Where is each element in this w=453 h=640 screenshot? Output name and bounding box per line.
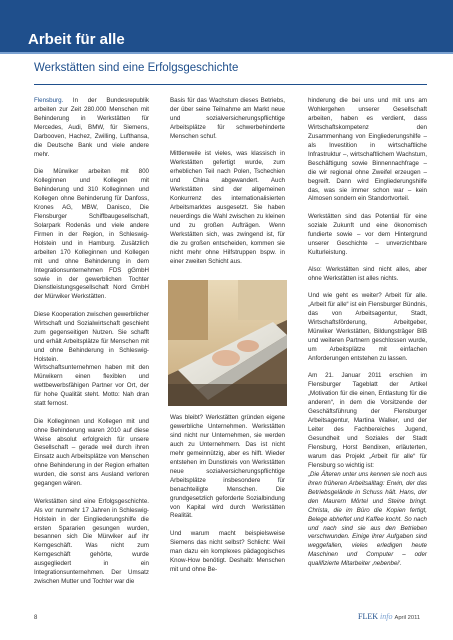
paragraph: Und warum macht beispielsweise Siemens das nicht selbst? Schlicht: Weil man dazu ein komplexes pädagogisches Know-How benötigt. Deshalb: Menschen mit und ohne Be- xyxy=(170,529,285,573)
paragraph: Mittlerweile ist vieles, was klassisch in Werkstätten gefertigt wurde, zum erheblichen Teil nach Polen, Tschechien und China abgewandert. Auch Werkstätten sind der allgemeinen Konkurrenz des internationalisierten Arbeitsmarktes ausgesetzt. Sie haben neuerdings die Wahl zwischen zu kleinen und zu großen Aufträgen. Wenn Werkstätten sich, was zwingend ist, für die zu großen entscheiden, kommen sie nicht mehr ohne Hilfstruppen bspw. in einer zweiten Schicht aus. xyxy=(170,150,285,265)
article-column-1 xyxy=(34,97,149,596)
page-title: Arbeit für alle xyxy=(28,31,125,48)
banner-divider xyxy=(0,52,453,54)
paragraph: Und wie geht es weiter? Arbeit für alle. „Arbeit für alle“ ist ein Flensburger Bündnis, das von Arbeitsagentur, Stadt, Wirtschaftsförderung, Arbeitgeber, Mürwiker Werkstätten, Bildungsträger BIB und weiteren Partnern geschlossen wurde, um Arbeitsplätze mit einfachen Anforderungen entstehen zu lassen. xyxy=(308,292,427,362)
article-column-2-bottom xyxy=(170,414,285,583)
paragraph: Werkstätten sind das Potential für eine soziale Zukunft und eine ökonomisch fundierte sowie – vor dem Hintergrund unserer Geschichte – unverzichtbare Kulturleistung. xyxy=(308,212,427,256)
issue-date: April 2011 xyxy=(394,615,421,621)
paragraph: Wirtschaftsunternehmen haben mit den Mürwikern einen flexiblen und wettbewerbsfähigen Partner vor Ort, der für hohe Qualität steht. Motto: Nah dran statt fernost. xyxy=(34,364,149,408)
article-photo xyxy=(168,280,287,406)
title-banner xyxy=(0,0,453,52)
article-column-3 xyxy=(308,97,427,578)
paragraph-text: In der Bundesrepublik arbeiten zur Zeit 280.000 Menschen mit Behinderung in Werkstätten für Mercedes, Audi, BMW, für Siemens, Darbooven, Hachez, Zwilling, Lufthansa, die Deutsche Bank und viele andere mehr. xyxy=(34,97,149,158)
paragraph: Werkstätten sind eine Erfolgsgeschichte. Als vor nunmehr 17 Jahren in Schleswig-Holstein in der Eingliederungshilfe die ersten Spararien gesungen wurden, besannen sich Die Mürwiker auf ihr Kerngeschäft. Was nicht zum Kerngeschäft gehörte, wurde ausgegliedert in ein Integrationsunternehmen. Der Umsatz zwischen Mutter und Tochter war die xyxy=(34,497,149,586)
paragraph: Die Mürwiker arbeiten mit 800 Kolleginnen und Kollegen mit Behinderung und 310 Kolleginnen und Kollegen ohne Behinderung für Danfoss, Krones AG, MBW, Danisco, Die Flensburger Schiffbaugesellschaft, Solarpark Rodenäs und viele andere Firmen in der Region, in Schleswig-Holstein und in Hamburg. Zusätzlich arbeiten 170 Kolleginnen und Kollegen mit und ohne Behinderung in dem Integrationsunternehmen FDS gGmbH sowie in der gewerblichen Tochter Dienstleistungsgesellschaft Nord GmbH der Mürwiker Werkstätten. xyxy=(34,168,149,301)
dateline: Flensburg. xyxy=(34,97,64,104)
subtitle-divider xyxy=(34,84,427,85)
article-subtitle: Werkstätten sind eine Erfolgsgeschichte xyxy=(34,62,239,74)
page-number: 8 xyxy=(34,615,38,621)
brand-suffix: info xyxy=(380,612,393,621)
article-column-2-top xyxy=(170,97,285,275)
workshop-photo xyxy=(168,280,287,406)
paragraph: hinderung die bei uns und mit uns am Wohlergehen unserer Gesellschaft arbeiten, haben es verdient, dass Wirtschaftskompetenz den Zusammenhang von Eingliederungshilfe – als Investition in wirtschaftliche Infrastruktur –, wirtschaftlichem Wachstum, Beschäftigung sowie Binnennachfrage – die wir regional ohne Zweifel erzeugen – begreift. Dann wird Eingliederungshilfe das, was sie immer schon war – kein Almosen sondern ein Standortvorteil. xyxy=(308,97,427,203)
paragraph: Diese Kooperation zwischen gewerblicher Wirtschaft und Sozialwirtschaft geschieht zum gegenseitigen Nutzen. Sie schafft und erhält Arbeitsplätze für Menschen mit und ohne Behinderung in Schleswig-Holstein. xyxy=(34,310,149,363)
paragraph: Also: Werkstätten sind nicht alles, aber ohne Werkstätten ist alles nichts. xyxy=(308,265,427,282)
paragraph xyxy=(34,97,149,160)
paragraph: Basis für das Wachstum dieses Betriebs, der über seine Teilnahme am Markt neue und sozialversicherungspflichtige Arbeitsplätze für schwerbehinderte Menschen schuf. xyxy=(170,97,285,140)
magazine-brand xyxy=(358,612,420,621)
quote: „Die Älteren unter uns kennen sie noch aus ihren früheren Arbeitsalltag: Erwin, der das Betriebsgelände in Schuss hält. Hans, der den Maurern Mörtel und Steine bringt. Christa, die im Büro die Kopien fertigt, Belege abheftet und Kaffee kocht. So nach und nach sind sie aus den Betrieben verschwunden. Einige ihrer Aufgaben sind weggefallen, vieles erledigen heute Maschinen und Computer – oder qualifizierte Mitarbeiter ‚nebenbei‘. xyxy=(308,470,427,568)
paragraph: Am 21. Januar 2011 erschien im Flensburger Tageblatt der Artikel „Motivation für die einen, Entlastung für die anderen“, in dem die Vorsitzende der Geschäftsführung der Flensburger Arbeitsagentur, Martina Walker, und der Leiter des Fachbereiches Jugend, Gesundheit und Soziales der Stadt Flensburg, Horst Bendixen, erläuterten, warum das Projekt „Arbeit für alle“ für Flensburg so wichtig ist: xyxy=(308,372,427,469)
brand-name: FLEK xyxy=(358,612,378,621)
paragraph: Was bleibt? Werkstätten gründen eigene gewerbliche Unternehmen. Werkstätten sind nicht nur Unternehmen, sie werden auch zu Unternehmern. Das ist nicht mehr gemeinnützig, aber es hilft. Wieder entstehen im Dunstkreis von Werkstätten neue sozialversicherungspflichtige Arbeitsplätze insbesondere für benachteiligte Menschen. Die grundgesetzlich geforderte Sozialbindung von Kapital wird durch Werkstätten Realität. xyxy=(170,414,285,520)
paragraph: Die Kolleginnen und Kollegen mit und ohne Behinderung waren 2010 auf diese Weise absolut erfolgreich für unsere Gesellschaft – gerade weil durch ihren Einsatz auch Arbeitsplätze von Menschen ohne Behinderung in der Region erhalten wurden, die sonst ans Ausland verloren gegangen wären. xyxy=(34,417,149,488)
